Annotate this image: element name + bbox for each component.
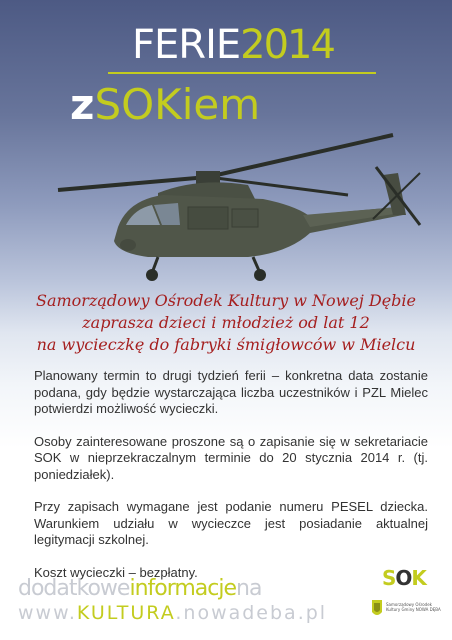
subtitle-iem: iem (181, 80, 261, 129)
invitation-line-2: zaprasza dzieci i młodzież od lat 12 (82, 313, 370, 332)
details-paragraph-cost: Koszt wycieczki – bezpłatny. (34, 564, 198, 580)
invitation-text (0, 290, 452, 356)
subtitle-sok: SOK (94, 80, 182, 129)
event-title (132, 22, 334, 68)
sok-logo-s: S (382, 566, 396, 590)
title-year: 2014 (240, 22, 334, 68)
url-kultura: KULTURA (76, 602, 176, 624)
sok-logo-o: O (395, 566, 412, 590)
invitation-line-1: Samorządowy Ośrodek Kultury w Nowej Dębie (36, 291, 416, 310)
sok-logo (382, 566, 426, 590)
title-underline (108, 72, 376, 74)
details-paragraph-signup: Osoby zainteresowane proszone są o zapisanie się w sekretariacie SOK w nieprzekraczalnym terminie do 20 stycznia 2014 r. (tj. poniedziałek). (34, 433, 428, 482)
more-info-part-2: informacje (129, 576, 237, 601)
helicopter-image (48, 115, 428, 290)
details-paragraph-requirements: Przy zapisach wymagane jest podanie numeru PESEL dziecka. Warunkiem udziału w wycieczce jest posiadanie aktualnej legitymacji szkolnej. (34, 499, 428, 547)
url-domain: .nowadeba.pl (175, 602, 328, 624)
subtitle-z: z (70, 80, 95, 129)
more-info-part-3: na (236, 576, 262, 601)
crest-icon (372, 600, 382, 618)
invitation-line-3: na wycieczkę do fabryki śmigłowców w Mielcu (36, 335, 416, 354)
sok-small-logo (372, 600, 442, 628)
title-ferie: FERIE (132, 22, 241, 68)
more-info-part-1: dodatkowe (18, 576, 130, 601)
sok-logo-k: K (411, 566, 426, 590)
details-paragraph-date: Planowany termin to drugi tydzień ferii – konkretna data zostanie podana, gdy będzie wystarczająca liczba uczestników i PZL Mielec potwierdzi możliwość wycieczki. (34, 368, 428, 416)
more-info-heading (18, 576, 261, 601)
url-prefix: www. (18, 602, 77, 624)
small-logo-text: Samorządowy Ośrodek Kultury Gminy NOWA DĘBA (386, 602, 441, 612)
trip-details (34, 368, 428, 597)
website-url[interactable] (18, 602, 327, 624)
